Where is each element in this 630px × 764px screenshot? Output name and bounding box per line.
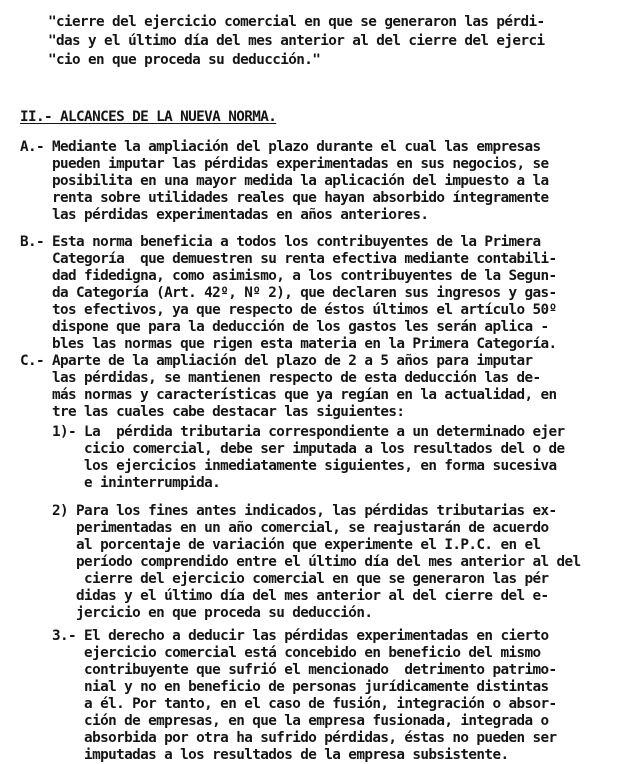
quote-line-1: "cierre del ejercicio comercial en que se generaron las pérdi- [48, 14, 545, 30]
para-a-line-5: las pérdidas experimentadas en años anteriores. [20, 207, 429, 223]
para-b-line-5: tos efectivos, ya que respecto de éstos últimos el artículo 50º [20, 302, 557, 318]
item-2-line-4: período comprendido entre el último día del mes anterior al del [20, 554, 581, 570]
item-1-line-2: cicio comercial, debe ser imputada a los resultados del o de [20, 441, 565, 457]
para-b-line-6: dispone que para la deducción de los gastos les serán aplica - [20, 319, 549, 335]
item-2-line-6: didas y el último día del mes anterior al del cierre del e- [20, 588, 549, 604]
para-a-line-2: pueden imputar las pérdidas experimentadas en sus negocios, se [20, 156, 549, 172]
para-c-line-2: las pérdidas, se mantienen respecto de esta deducción las de- [20, 370, 541, 386]
item-3-line-6: ción de empresas, en que la empresa fusionada, integrada o [20, 713, 549, 729]
para-b-line-4: da Categoría (Art. 42º, Nº 2), que declaren sus ingresos y gas- [20, 285, 557, 301]
item-2-line-5: cierre del ejercicio comercial en que se generaron las pér [20, 571, 549, 587]
para-a-line-4: renta sobre utilidades reales que hayan absorbido íntegramente [20, 190, 549, 206]
item-3-line-3: contribuyente que sufrió el mencionado detrimento patrimo- [20, 662, 557, 678]
item-3-line-5: a él. Por tanto, en el caso de fusión, integración o absor- [20, 696, 557, 712]
item-2-line-3: al porcentaje de variación que experimente el I.P.C. en el [20, 537, 541, 553]
para-b-line-2: Categoría que demuestren su renta efectiva mediante contabili- [20, 251, 557, 267]
quote-line-2: "das y el último día del mes anterior al del cierre del ejerci [48, 33, 545, 49]
item-3-line-2: ejercicio comercial está concebido en beneficio del mismo [20, 645, 541, 661]
para-b-line-3: dad fidedigna, como asimismo, a los contribuyentes de la Segun- [20, 268, 557, 284]
section-heading: II.- ALCANCES DE LA NUEVA NORMA. [20, 109, 277, 125]
item-3-line-8: imputadas a los resultados de la empresa subsistente. [20, 747, 509, 763]
item-2-line-2: perimentadas en un año comercial, se reajustarán de acuerdo [20, 520, 549, 536]
item-2-line-1: 2) Para los fines antes indicados, las pérdidas tributarias ex- [20, 503, 557, 519]
item-3-line-4: nial y no en beneficio de personas jurídicamente distintas [20, 679, 549, 695]
item-1-line-3: los ejercicios inmediatamente siguientes, en forma sucesiva [20, 458, 557, 474]
para-c-line-1: C.- Aparte de la ampliación del plazo de 2 a 5 años para imputar [20, 353, 533, 369]
para-b-line-1: B.- Esta norma beneficia a todos los contribuyentes de la Primera [20, 234, 541, 250]
para-a-line-3: posibilita en una mayor medida la aplicación del impuesto a la [20, 173, 549, 189]
item-1-line-4: e ininterrumpida. [20, 475, 221, 491]
item-3-line-1: 3.- El derecho a deducir las pérdidas experimentadas en cierto [20, 628, 549, 644]
item-2-line-7: jercicio en que proceda su deducción. [20, 605, 373, 621]
para-b-line-7: bles las normas que rigen esta materia en la Primera Categoría. [20, 336, 557, 352]
para-c-line-3: más normas y características que ya regían en la actualidad, en [20, 387, 557, 403]
para-a-line-1: A.- Mediante la ampliación del plazo durante el cual las empresas [20, 139, 541, 155]
item-3-line-7: absorbida por otra ha sufrido pérdidas, éstas no pueden ser [20, 730, 557, 746]
item-1-line-1: 1)- La pérdida tributaria correspondiente a un determinado ejer [20, 424, 565, 440]
para-c-line-4: tre las cuales cabe destacar las siguientes: [20, 404, 405, 420]
quote-line-3: "cio en que proceda su deducción." [48, 52, 321, 68]
